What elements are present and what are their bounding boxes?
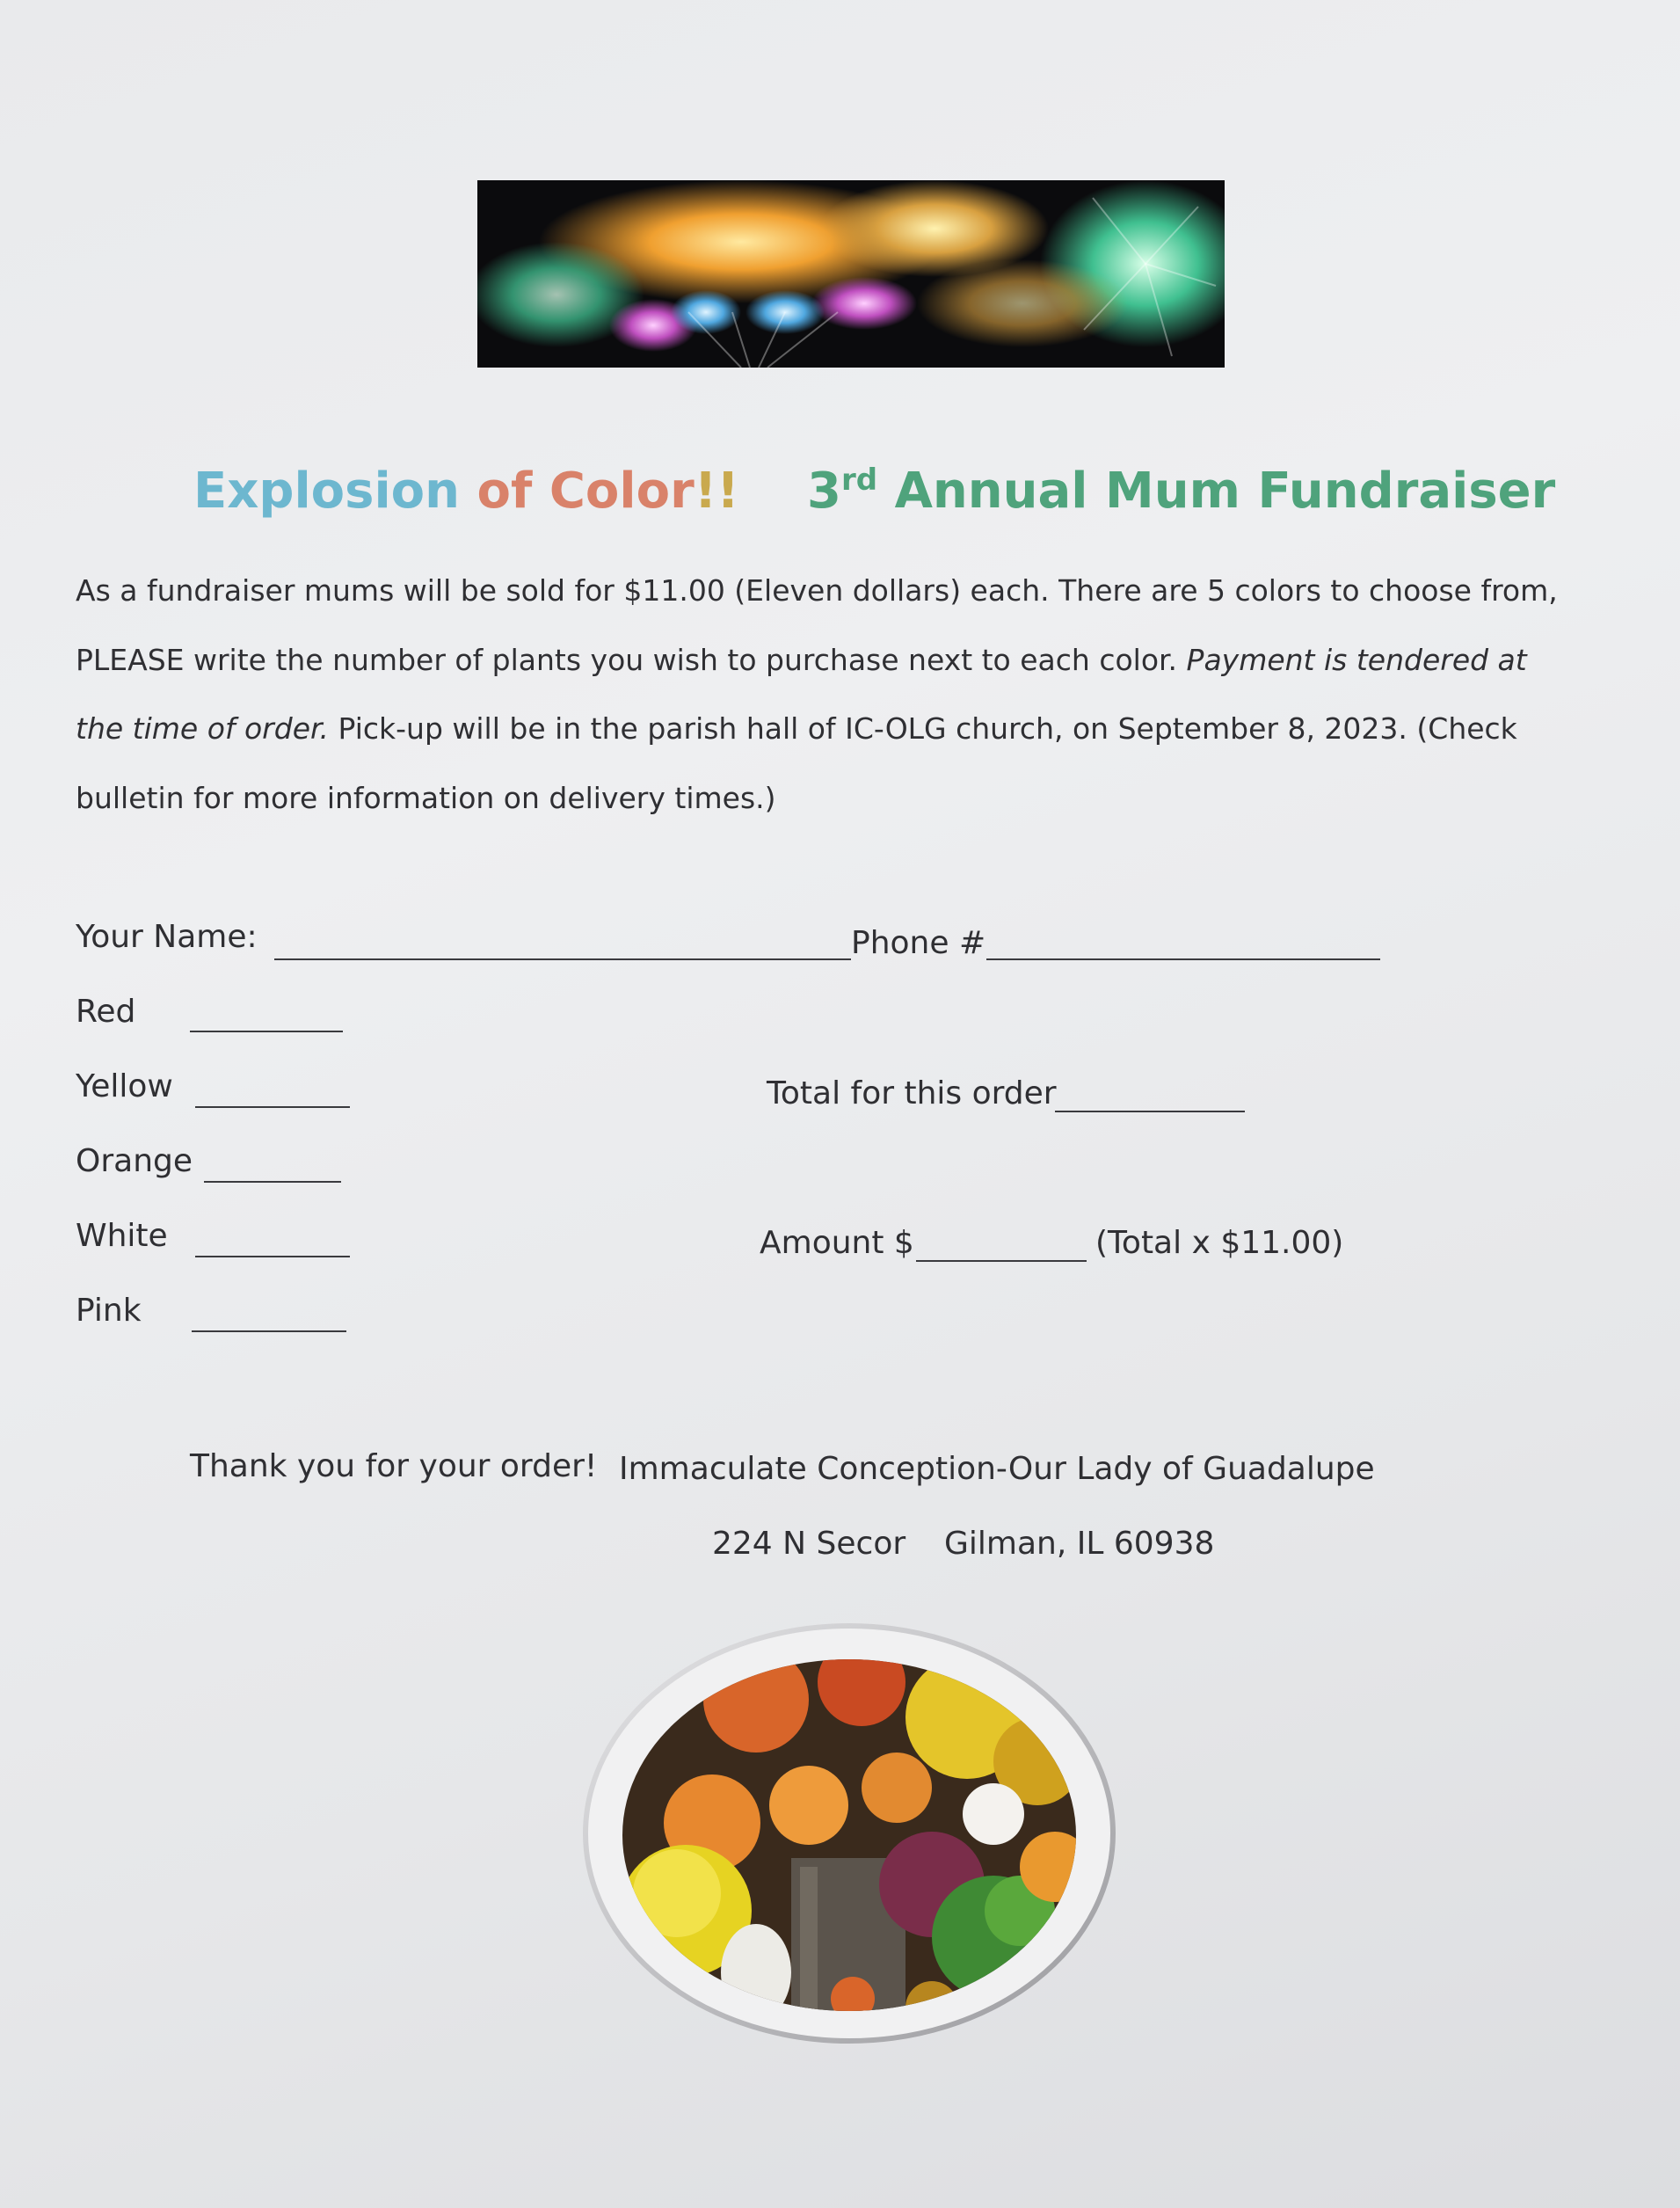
color-label-white: White: [76, 1218, 168, 1254]
amount-note: (Total x $11.00): [1095, 1225, 1344, 1261]
thank-you-text: Thank you for your order!: [190, 1448, 598, 1484]
title-exclamation: !!: [694, 463, 739, 520]
phone-label: Phone #: [851, 925, 986, 961]
intro-line-3-text: Pick-up will be in the parish hall of IC-OLG church, on September 8, 2023. (Check: [338, 711, 1517, 746]
intro-line-2-text: PLEASE write the number of plants you wish to purchase next to each color.: [76, 643, 1178, 677]
event-title: [193, 463, 739, 520]
subtitle-ordinal: 3: [807, 463, 841, 520]
intro-line-4: bulletin for more information on delivery times.): [76, 781, 776, 815]
total-blank[interactable]: [1055, 1111, 1245, 1112]
city-address: Gilman, IL 60938: [944, 1526, 1215, 1562]
color-label-yellow: Yellow: [76, 1068, 173, 1104]
total-label: Total for this order: [767, 1075, 1057, 1111]
subtitle-ordinal-suffix: rd: [840, 463, 878, 498]
amount-blank[interactable]: [916, 1260, 1087, 1262]
fundraiser-subtitle: [807, 463, 1555, 520]
intro-line-1: As a fundraiser mums will be sold for $11.00 (Eleven dollars) each. There are 5 colors to choose from,: [76, 573, 1558, 608]
title-word-of-color: of Color: [476, 463, 695, 520]
name-blank[interactable]: [274, 958, 851, 960]
intro-line-3: [76, 711, 1517, 746]
amount-label: Amount $: [760, 1225, 914, 1261]
intro-line-2-italic: Payment is tendered at: [1186, 643, 1527, 677]
red-quantity-blank[interactable]: [190, 1031, 343, 1032]
subtitle-text: Annual Mum Fundraiser: [894, 463, 1556, 520]
street-address: 224 N Secor: [712, 1526, 906, 1562]
color-label-pink: Pink: [76, 1293, 142, 1329]
color-label-orange: Orange: [76, 1143, 193, 1179]
white-quantity-blank[interactable]: [195, 1256, 350, 1257]
phone-blank[interactable]: [986, 958, 1380, 960]
orange-quantity-blank[interactable]: [204, 1181, 341, 1183]
parish-name: Immaculate Conception-Our Lady of Guadalupe: [619, 1451, 1375, 1487]
intro-line-3-italic: the time of order.: [76, 711, 330, 746]
name-label: Your Name:: [76, 919, 258, 955]
color-label-red: Red: [76, 994, 136, 1030]
title-word-explosion: Explosion: [193, 463, 460, 520]
autumn-mums-image: [580, 1621, 1118, 2047]
fireworks-banner-image: [477, 180, 1225, 368]
yellow-quantity-blank[interactable]: [195, 1106, 350, 1108]
intro-line-2: [76, 643, 1527, 677]
pink-quantity-blank[interactable]: [192, 1330, 346, 1332]
